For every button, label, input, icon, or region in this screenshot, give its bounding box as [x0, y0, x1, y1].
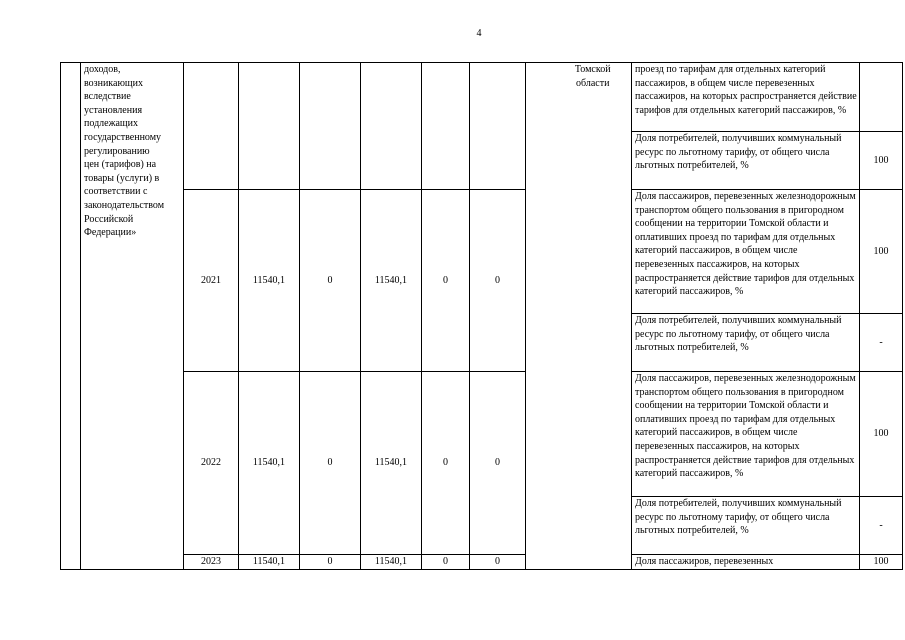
year-cell: 2021: [184, 190, 239, 372]
spacer-cell: [526, 63, 555, 570]
indicator-value: 100: [860, 555, 903, 570]
table-row: [61, 190, 903, 314]
page-number: 4: [476, 28, 482, 39]
executor-cell: Томской области: [555, 63, 632, 570]
indicator-text: проезд по тарифам для отдельных категорий пассажиров, в общем числе перевезенных пассажиров, на которых распространяется действие тарифов для отдельных категорий пассажиров, %: [632, 63, 860, 132]
other-cell: 0: [470, 372, 526, 555]
indicator-value: -: [860, 314, 903, 372]
local-cell: [422, 63, 470, 190]
local-cell: 0: [422, 555, 470, 570]
indicator-text: Доля пассажиров, перевезенных железнодорожным транспортом общего пользования в пригородном сообщении на территории Томской области и оплативших проезд по тарифам для отдельных категорий пассажиров, в общем числе перевезенных пассажиров, на которых распространяется действие тарифов для отдельных категорий пассажиров, %: [632, 190, 860, 314]
indicator-value: [860, 63, 903, 132]
other-cell: [470, 63, 526, 190]
total-cell: [239, 63, 300, 190]
regional-cell: 11540,1: [361, 372, 422, 555]
year-cell: 2023: [184, 555, 239, 570]
program-table: [60, 62, 903, 570]
federal-cell: [300, 63, 361, 190]
local-cell: 0: [422, 190, 470, 372]
table-row: [61, 63, 903, 132]
table-row: [61, 372, 903, 497]
regional-cell: 11540,1: [361, 190, 422, 372]
total-cell: 11540,1: [239, 372, 300, 555]
regional-cell: 11540,1: [361, 555, 422, 570]
indicator-value: 100: [860, 132, 903, 190]
indicator-value: -: [860, 497, 903, 555]
total-cell: 11540,1: [239, 190, 300, 372]
year-cell: 2022: [184, 372, 239, 555]
indicator-text: Доля пассажиров, перевезенных: [632, 555, 860, 570]
year-cell: [184, 63, 239, 190]
federal-cell: 0: [300, 372, 361, 555]
indicator-text: Доля потребителей, получивших коммунальный ресурс по льготному тарифу, от общего числа льготных потребителей, %: [632, 314, 860, 372]
indicator-text: Доля пассажиров, перевезенных железнодорожным транспортом общего пользования в пригородном сообщении на территории Томской области и оплативших проезд по тарифам для отдельных категорий пассажиров, в общем числе перевезенных пассажиров, на которых распространяется действие тарифов для отдельных категорий пассажиров, %: [632, 372, 860, 497]
indicator-value: 100: [860, 372, 903, 497]
indicator-text: Доля потребителей, получивших коммунальный ресурс по льготному тарифу, от общего числа льготных потребителей, %: [632, 497, 860, 555]
number-cell: [61, 63, 81, 570]
other-cell: 0: [470, 555, 526, 570]
federal-cell: 0: [300, 555, 361, 570]
indicator-value: 100: [860, 190, 903, 314]
federal-cell: 0: [300, 190, 361, 372]
total-cell: 11540,1: [239, 555, 300, 570]
measure-name-cell: доходов, возникающих вследствие установления подлежащих государственному регулированию цен (тарифов) на товары (услуги) в соответствии с законодательством Российской Федерации»: [81, 63, 184, 570]
local-cell: 0: [422, 372, 470, 555]
indicator-text: Доля потребителей, получивших коммунальный ресурс по льготному тарифу, от общего числа льготных потребителей, %: [632, 132, 860, 190]
table-row: [61, 555, 903, 570]
regional-cell: [361, 63, 422, 190]
other-cell: 0: [470, 190, 526, 372]
